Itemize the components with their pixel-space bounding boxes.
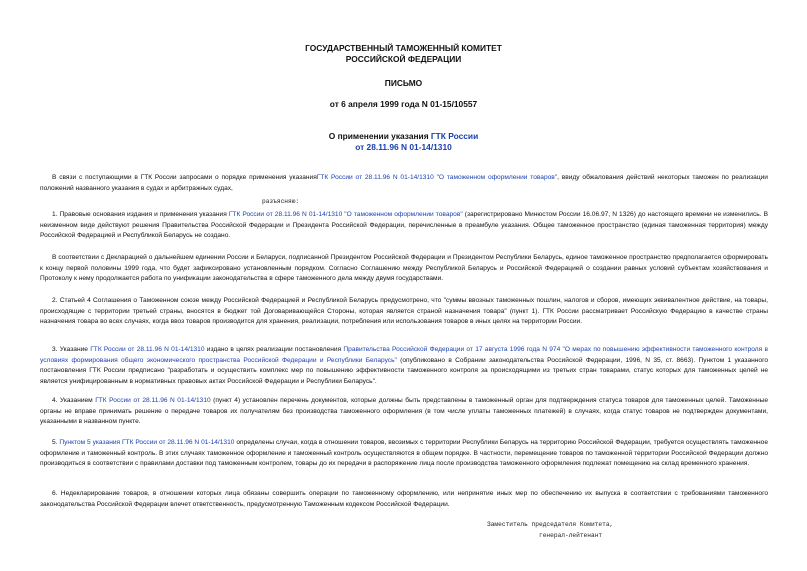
doc-title-line1 [0, 131, 807, 142]
p1-text: 1. Правовые основания издания и применения указания [52, 211, 229, 218]
paragraph-6: 6. Недекларирование товаров, в отношении которых лица обязаны совершить операции по таможенному оформлению, или непринятие иных мер по обеспечению их выпуска в соответствии с требованиями таможенного законодательства Российской Федерации влечет ответственность, предусмотренную Таможенным кодексом Российской Федерации. [40, 490, 768, 508]
p1-text-rest: (зарегистрировано Минюстом России 16.06.97, N 1326) до настоящего времени не изменились. В неизменном виде действуют решения Правительства Российской Федерации и Президента Российской Федерации, перечисленные в преамбуле указания. Общее таможенное пространство (единая таможенная территория) между Российской Федерацией и Республикой Беларусь не создано. [40, 211, 768, 240]
signature-rank: генерал-лейтенант [539, 532, 603, 539]
p3-text-mid: издано в целях реализации постановления [204, 346, 344, 353]
p4-text: 4. Указанием [52, 397, 96, 404]
paragraph-2: 2. Статьей 4 Соглашения о Таможенном союзе между Российской Федерацией и Республикой Беларусь предусмотрено, что "суммы ввозных таможенных пошлин, налогов и сборов, имеющих эквивалентное действие, на товары, происходящие с территории третьей страны, вносятся в бюджет той Договаривающейся Стороны, которая является страной назначения товара" (пункт 1). ГТК России рассматривает Российскую Федерацию в качестве страны назначения товара во всех случаях, когда ввоз товаров производится для хранения, реализации, потребления или использования товаров в иных целях на территории России. [40, 297, 768, 326]
org-name-line1: ГОСУДАРСТВЕННЫЙ ТАМОЖЕННЫЙ КОМИТЕТ [305, 43, 502, 53]
explain-word: разъясняю: [262, 198, 300, 205]
paragraph-5 [40, 438, 768, 470]
paragraph-3 [40, 345, 768, 388]
p3-link-order[interactable]: ГТК России от 28.11.96 N 01-14/1310 [90, 346, 205, 353]
intro-text-rest: , ввиду обжалования действий некоторых таможен по реализации положений названного указания в судах и арбитражных судах, [40, 174, 768, 192]
p5-link[interactable]: Пунктом 5 указания ГТК России от 28.11.96 N 01-14/1310 [59, 439, 235, 446]
title-link-gtk[interactable]: ГТК России [430, 131, 479, 141]
intro-paragraph [40, 173, 768, 194]
title-prefix: О применении указания [328, 131, 431, 141]
intro-text: В связи с поступающими в ГТК России запросами о порядке применения указания [52, 174, 317, 181]
paragraph-accord: В соответствии с Декларацией о дальнейшем единении России и Беларуси, подписанной Президентом Российской Федерации и Президентом Республики Беларусь, единое таможенное пространство предполагается сформировать к концу первой половины 1999 года, что будет зафиксировано установленным порядком. Согласно Соглашению между Республикой Беларусь и Российской Федерацией о создании равных условий субъектам хозяйствования и Протоколу к нему продолжается работа по унификации законодательства в сфере таможенного дела между двумя государствами. [40, 254, 768, 283]
org-name-line2: РОССИЙСКОЙ ФЕДЕРАЦИИ [345, 54, 462, 64]
signature-title: Заместитель председателя Комитета, [487, 521, 614, 528]
p3-link-resolution[interactable]: Правительства Российской Федерации от 17 августа 1996 года N 974 "О мерах по повышению эффективности таможенного контроля в условиях формирования общего экономического пространства Российской Федерации и Республики Беларусь" [40, 346, 768, 364]
paragraph-1 [40, 210, 768, 242]
p3-text-rest: (опубликовано в Собрании законодательства Российской Федерации, 1996, N 35, ст. 8663). Пунктом 1 указанного постановления ГТК России предписано "разработать и осуществить комплекс мер по повышению эффективности таможенного контроля за происходящими из третьих стран товарами, статус которых для таможенных целей не является унифицированным в нормативных правовых актах Российской Федерации и Республики Беларусь". [40, 356, 768, 386]
doc-type: ПИСЬМО [384, 78, 423, 88]
p4-text-rest: (пункт 4) установлен перечень документов, которые должны быть представлены в таможенный орган для подтверждения статуса товаров для таможенных целей. Таможенные органы не вправе принимать решение о передаче товаров их получателям без производства таможенного оформления (в том числе уплаты таможенных платежей) в случаях, когда статус товаров не подтвержден документами, указанными в названном пункте. [40, 397, 768, 426]
p3-text: 3. Указание [52, 346, 91, 353]
title-link-order[interactable]: от 28.11.96 N 01-14/1310 [355, 142, 452, 152]
intro-link[interactable]: ГТК России от 28.11.96 N 01-14/1310 "О таможенном оформлении товаров" [316, 174, 558, 181]
p1-link[interactable]: ГТК России от 28.11.96 N 01-14/1310 "О таможенном оформлении товаров" [228, 211, 463, 218]
p4-link[interactable]: ГТК России от 28.11.96 N 01-14/1310 [95, 397, 211, 404]
p5-text: 5. [52, 439, 60, 446]
doc-date: от 6 апреля 1999 года N 01-15/10557 [329, 99, 478, 109]
p5-text-rest: определены случаи, когда в отношении товаров, ввозимых с территории Республики Беларусь на территорию Российской Федерации, требуется осуществлять таможенное оформление и таможенный контроль. В этих случаях таможенное оформление и таможенный контроль осуществляются в общем порядке. В частности, перемещение товаров по таможенной территории Российской Федерации должно производиться в соответствии с правилами доставки под таможенным контролем, товары до их передачи в распоряжение лица после производства таможенного оформления подлежат помещению на склад временного хранения. [40, 439, 768, 468]
paragraph-4 [40, 396, 768, 428]
